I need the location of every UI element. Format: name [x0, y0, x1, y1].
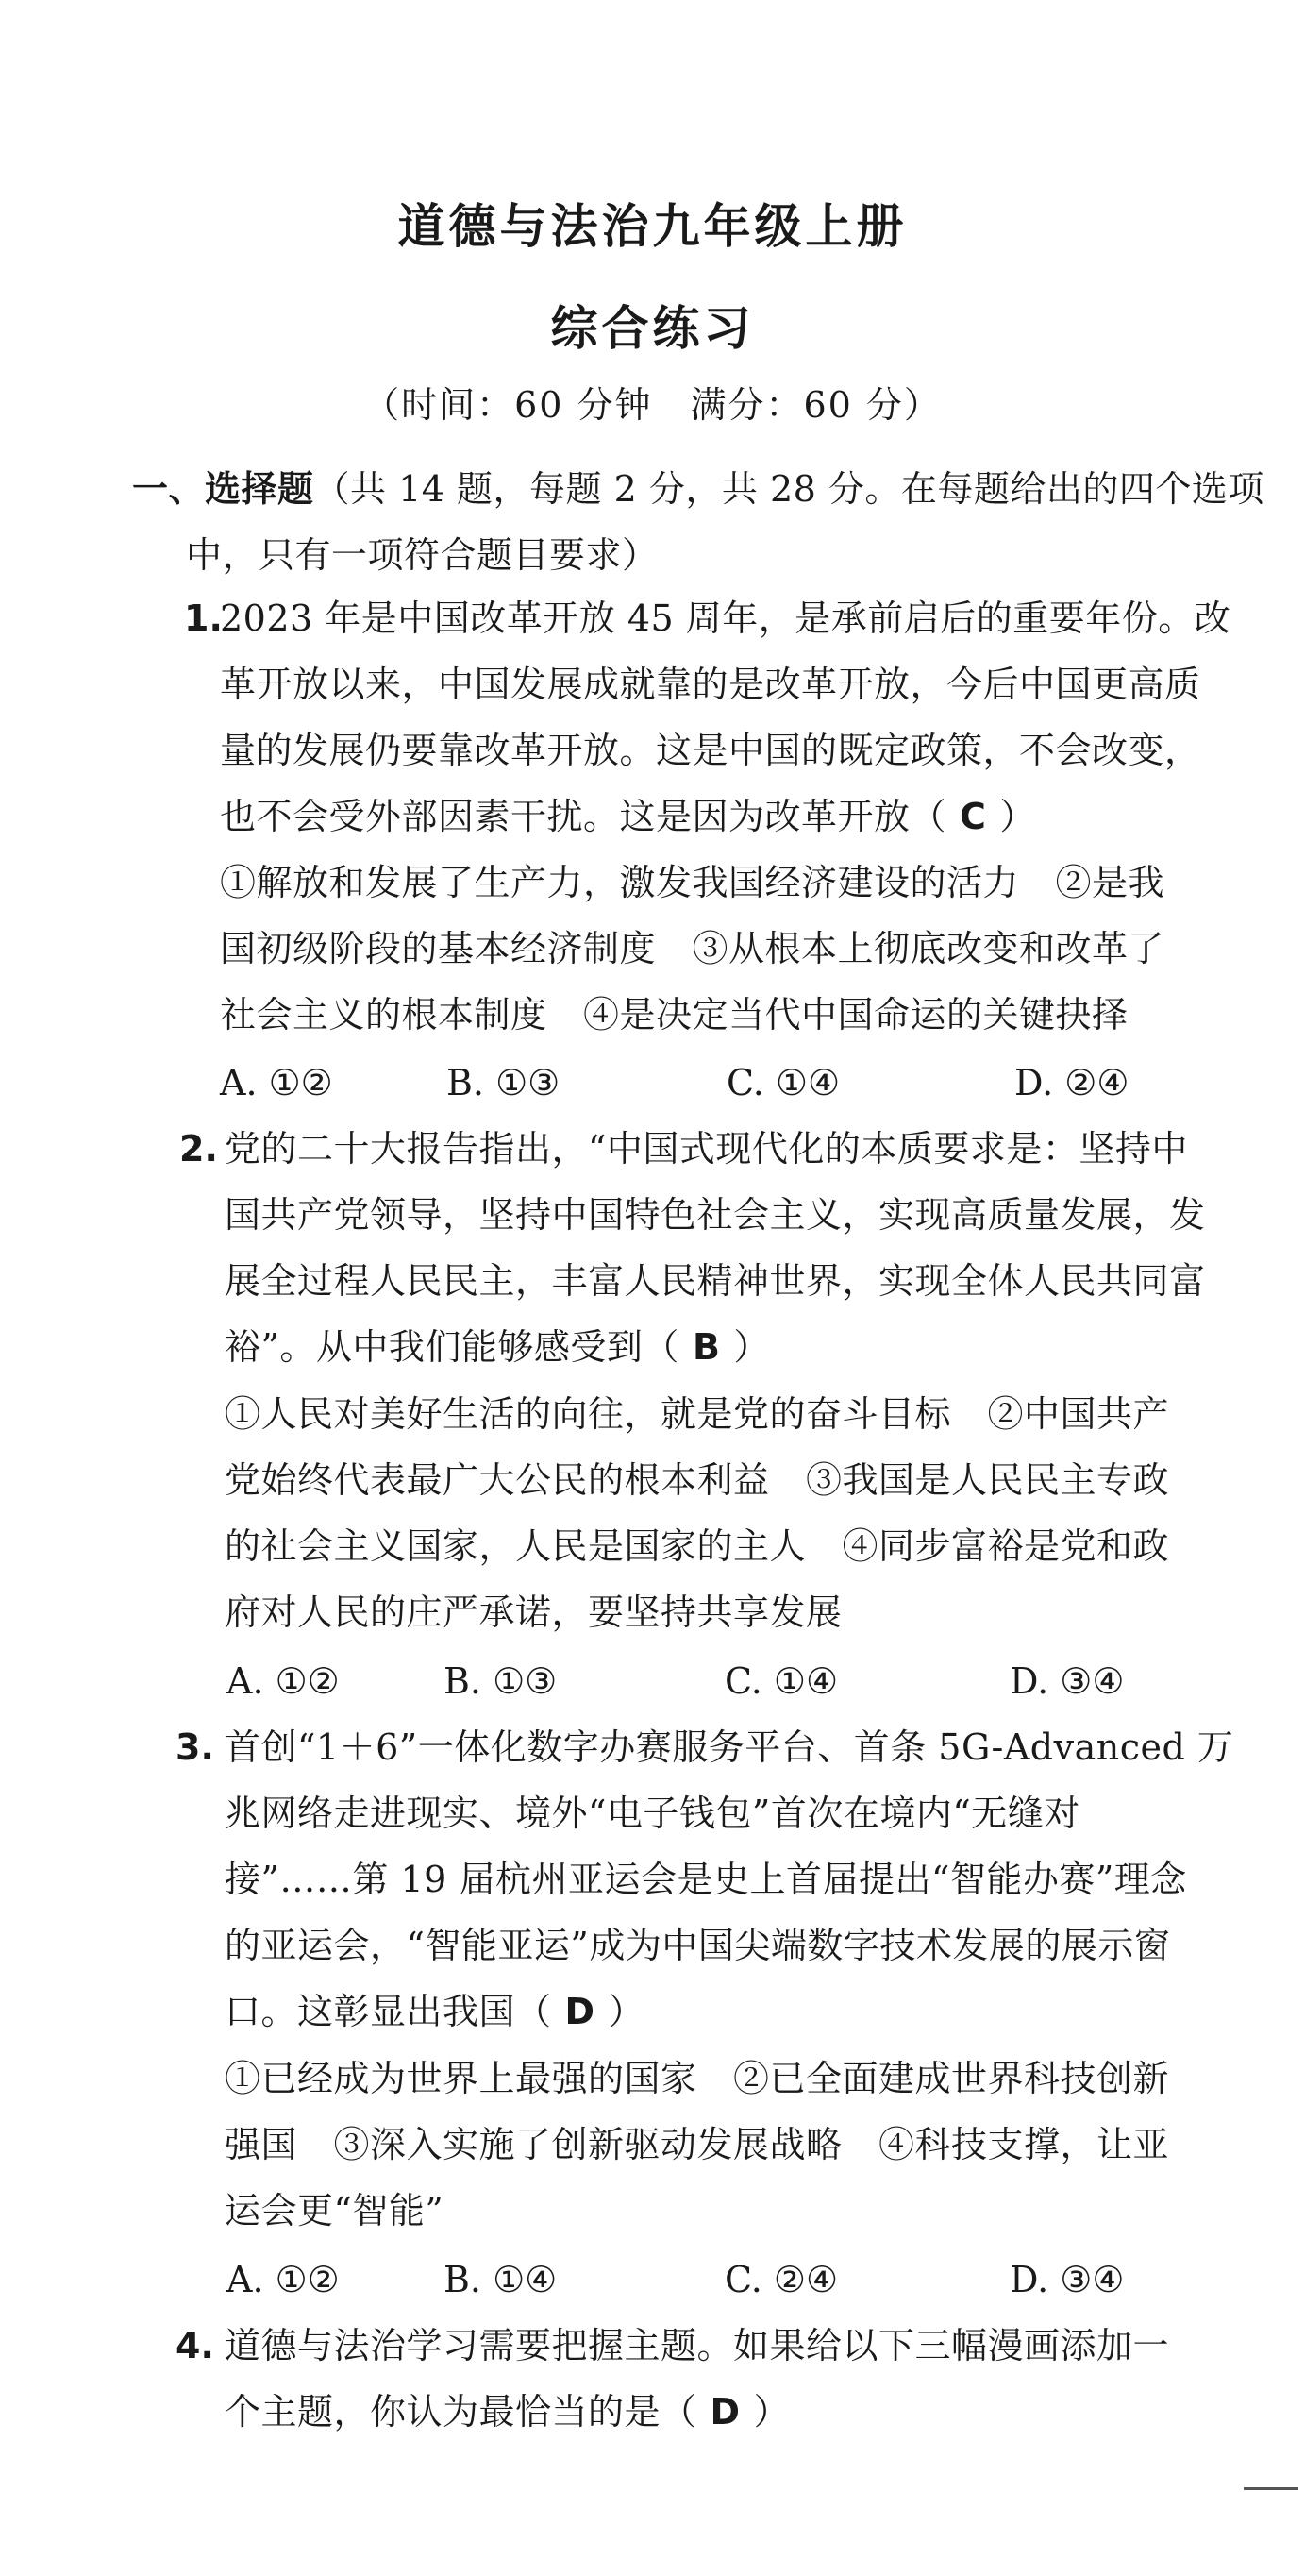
- q1-stem-line-last: [220, 793, 1036, 840]
- option-d: D. ②④: [1014, 1062, 1129, 1103]
- q3-stem-line: 接”……第 19 届杭州亚运会是史上首届提出“智能办赛”理念: [225, 1859, 1187, 1900]
- q3-statement-line: 运会更“智能”: [225, 2190, 444, 2231]
- option-b: B. ①③: [443, 1660, 558, 1702]
- paren-close: ）: [753, 2391, 791, 2433]
- paren-close: ）: [608, 1991, 645, 2032]
- q1-stem-line: 革开放以来，中国发展成就靠的是改革开放，今后中国更高质: [220, 664, 1201, 705]
- q2-stem-line: 党的二十大报告指出，“中国式现代化的本质要求是：坚持中: [225, 1128, 1188, 1170]
- q4-stem-line: 道德与法治学习需要把握主题。如果给以下三幅漫画添加一: [225, 2325, 1170, 2366]
- option-a: A. ①②: [226, 2259, 340, 2300]
- section-desc-line2: 中，只有一项符合题目要求）: [186, 534, 659, 576]
- question-number: 3.: [176, 1726, 214, 1768]
- q2-statement-line: 府对人民的庄严承诺，要坚持共享发展: [225, 1591, 843, 1633]
- section-heading: [132, 465, 1264, 513]
- answer-mark: D: [564, 1991, 595, 2032]
- q1-stem-line: 2023 年是中国改革开放 45 周年，是承前启后的重要年份。改: [220, 598, 1231, 639]
- option-c: C. ①④: [725, 1660, 839, 1702]
- q2-stem-text: 裕”。从中我们能够感受到（: [225, 1326, 679, 1368]
- answer-mark: B: [692, 1326, 721, 1368]
- option-b: B. ①④: [443, 2259, 558, 2300]
- q1-stem-line: 量的发展仍要靠改革开放。这是中国的既定政策，不会改变，: [220, 730, 1201, 771]
- page-subtitle: 综合练习: [550, 301, 755, 356]
- option-b: B. ①③: [446, 1062, 560, 1103]
- option-c: C. ①④: [727, 1062, 841, 1103]
- option-d: D. ③④: [1010, 1660, 1125, 1702]
- q1-stem-text: 也不会受外部因素干扰。这是因为改革开放（: [220, 796, 947, 837]
- q3-statement-line: 强国 ③深入实施了创新驱动发展战略 ④科技支撑，让亚: [225, 2124, 1170, 2165]
- q3-stem-line: 兆网络走进现实、境外“电子钱包”首次在境内“无缝对: [225, 1793, 1080, 1834]
- q3-stem-line-last: [225, 1988, 644, 2035]
- answer-mark: D: [710, 2391, 741, 2433]
- section-desc-line1: （共 14 题，每题 2 分，共 28 分。在每题给出的四个选项: [313, 468, 1264, 510]
- page-edge-mark: [1244, 2487, 1298, 2490]
- question-number: 4.: [176, 2325, 214, 2366]
- q2-stem-line: 展全过程人民民主，丰富人民精神世界，实现全体人民共同富: [225, 1260, 1206, 1302]
- q1-statement-line: ①解放和发展了生产力，激发我国经济建设的活力 ②是我: [220, 862, 1165, 903]
- paren-close: ）: [733, 1326, 770, 1368]
- option-a: A. ①②: [226, 1660, 340, 1702]
- page-title: 道德与法治九年级上册: [397, 199, 908, 254]
- q3-stem-line: 的亚运会，“智能亚运”成为中国尖端数字技术发展的展示窗: [225, 1925, 1171, 1966]
- exam-info: （时间：60 分钟 满分：60 分）: [363, 384, 942, 426]
- q2-statement-line: 党始终代表最广大公民的根本利益 ③我国是人民民主专政: [225, 1459, 1170, 1501]
- q1-statement-line: 社会主义的根本制度 ④是决定当代中国命运的关键抉择: [220, 994, 1129, 1035]
- q3-stem-line: 首创“1＋6”一体化数字办赛服务平台、首条 5G-Advanced 万: [225, 1726, 1234, 1768]
- q1-statement-line: 国初级阶段的基本经济制度 ③从根本上彻底改变和改革了: [220, 928, 1165, 969]
- option-c: C. ②④: [725, 2259, 839, 2300]
- option-a: A. ①②: [220, 1062, 333, 1103]
- q2-stem-line: 国共产党领导，坚持中国特色社会主义，实现高质量发展，发: [225, 1194, 1206, 1236]
- q2-statement-line: 的社会主义国家，人民是国家的主人 ④同步富裕是党和政: [225, 1525, 1170, 1567]
- q2-stem-line-last: [225, 1323, 770, 1371]
- q3-statement-line: ①已经成为世界上最强的国家 ②已全面建成世界科技创新: [225, 2058, 1170, 2099]
- q2-statement-line: ①人民对美好生活的向往，就是党的奋斗目标 ②中国共产: [225, 1393, 1170, 1435]
- paren-close: ）: [999, 796, 1036, 837]
- q4-stem-line-last: [225, 2388, 790, 2435]
- section-label: 一、选择题: [132, 468, 314, 510]
- question-number: 1.: [184, 598, 223, 639]
- q3-stem-text: 口。这彰显出我国（: [225, 1991, 552, 2032]
- question-number: 2.: [179, 1128, 218, 1170]
- q4-stem-text: 个主题，你认为最恰当的是（: [225, 2391, 697, 2433]
- option-d: D. ③④: [1010, 2259, 1125, 2300]
- answer-mark: C: [960, 796, 987, 837]
